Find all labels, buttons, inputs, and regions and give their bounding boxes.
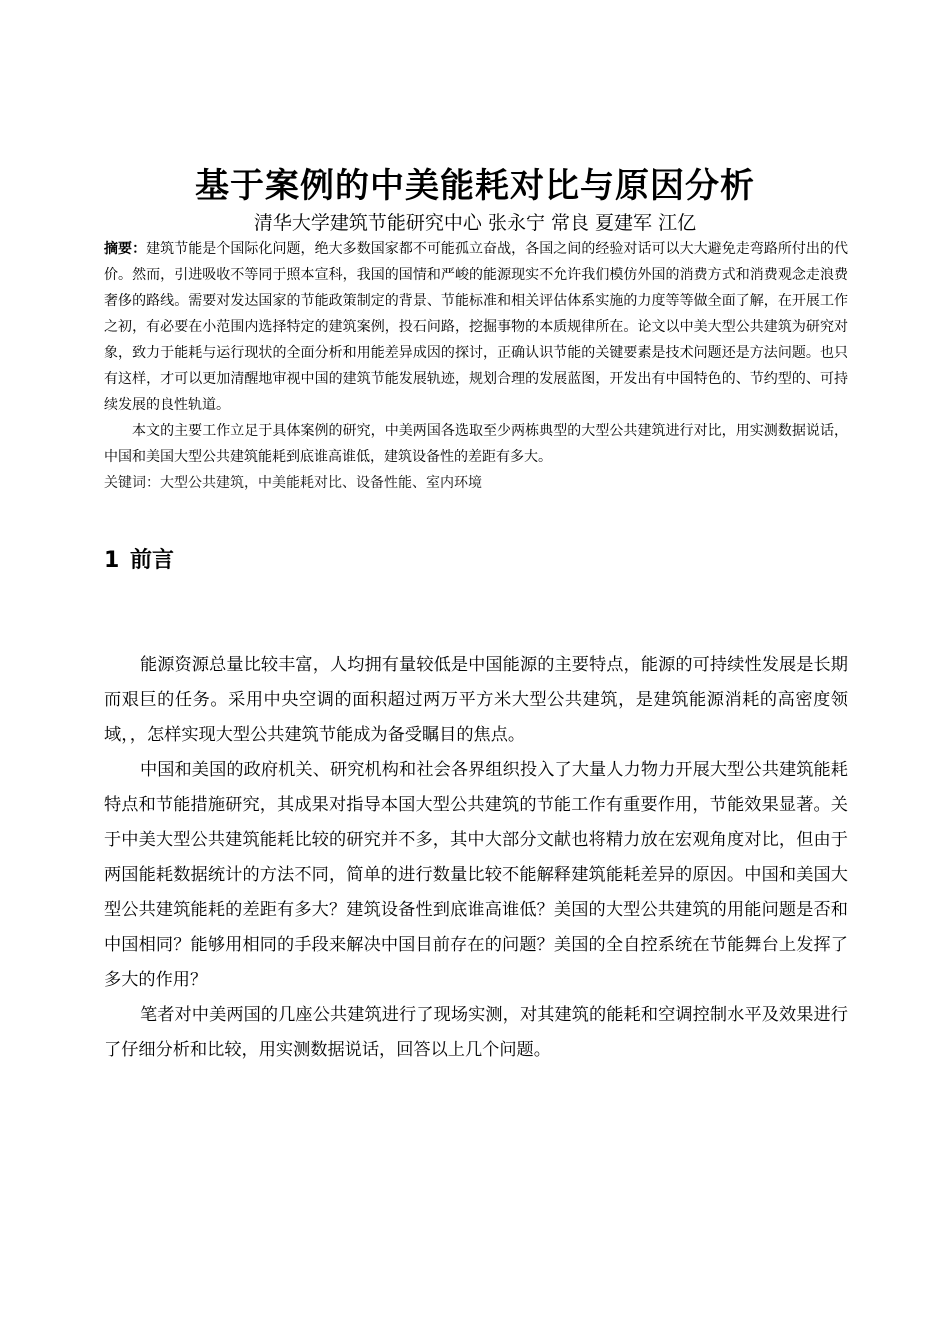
body-text <box>104 648 848 1068</box>
body-paragraph: 能源资源总量比较丰富，人均拥有量较低是中国能源的主要特点，能源的可持续性发展是长期而艰巨的任务。采用中央空调的面积超过两万平方米大型公共建筑，是建筑能源消耗的高密度领域，，怎样实现大型公共建筑节能成为备受瞩目的焦点。 <box>104 655 848 745</box>
abstract-paragraph-2: 本文的主要工作立足于具体案例的研究，中美两国各选取至少两栋典型的大型公共建筑进行对比，用实测数据说话，中国和美国大型公共建筑能耗到底谁高谁低，建筑设备性的差距有多大。 <box>104 423 848 465</box>
abstract-block <box>104 236 848 496</box>
section-title: 前言 <box>130 548 175 573</box>
abstract-text: 建筑节能是个国际化问题，绝大多数国家都不可能孤立奋战，各国之间的经验对话可以大大避免走弯路所付出的代价。然而，引进吸收不等同于照本宣科，我国的国情和严峻的能源现实不允许我们模仿外国的消费方式和消费观念走浪费奢侈的路线。需要对发达国家的节能政策制定的背景、节能标准和相关评估体系实施的力度等等做全面了解，在开展工作之初，有必要在小范围内选择特定的建筑案例，投石问路，挖掘事物的本质规律所在。论文以中美大型公共建筑为研究对象，致力于能耗与运行现状的全面分析和用能差异成因的探讨，正确认识节能的关键要素是技术问题还是方法问题。也只有这样，才可以更加清醒地审视中国的建筑节能发展轨迹，规划合理的发展蓝图，开发出有中国特色的、节约型的、可持续发展的良性轨道。 <box>104 241 849 413</box>
body-paragraph: 中国和美国的政府机关、研究机构和社会各界组织投入了大量人力物力开展大型公共建筑能耗特点和节能措施研究，其成果对指导本国大型公共建筑的节能工作有重要作用，节能效果显著。关于中美大型公共建筑能耗比较的研究并不多，其中大部分文献也将精力放在宏观角度对比，但由于两国能耗数据统计的方法不同，简单的进行数量比较不能解释建筑能耗差异的原因。中国和美国大型公共建筑能耗的差距有多大？建筑设备性到底谁高谁低？美国的大型公共建筑的用能问题是否和中国相同？能够用相同的手段来解决中国目前存在的问题？美国的全自控系统在节能舞台上发挥了多大的作用？ <box>104 760 848 990</box>
keywords-line: 关键词：大型公共建筑，中美能耗对比、设备性能、室内环境 <box>104 475 482 491</box>
section-number: 1 <box>104 548 120 573</box>
body-paragraph: 笔者对中美两国的几座公共建筑进行了现场实测，对其建筑的能耗和空调控制水平及效果进行了仔细分析和比较，用实测数据说话，回答以上几个问题。 <box>104 1005 848 1060</box>
paper-title: 基于案例的中美能耗对比与原因分析 <box>195 166 755 206</box>
author-line: 清华大学建筑节能研究中心 张永宁 常良 夏建军 江亿 <box>253 212 697 234</box>
abstract-paragraph <box>104 236 848 418</box>
abstract-label: 摘要： <box>104 241 147 257</box>
section-heading <box>104 545 174 577</box>
